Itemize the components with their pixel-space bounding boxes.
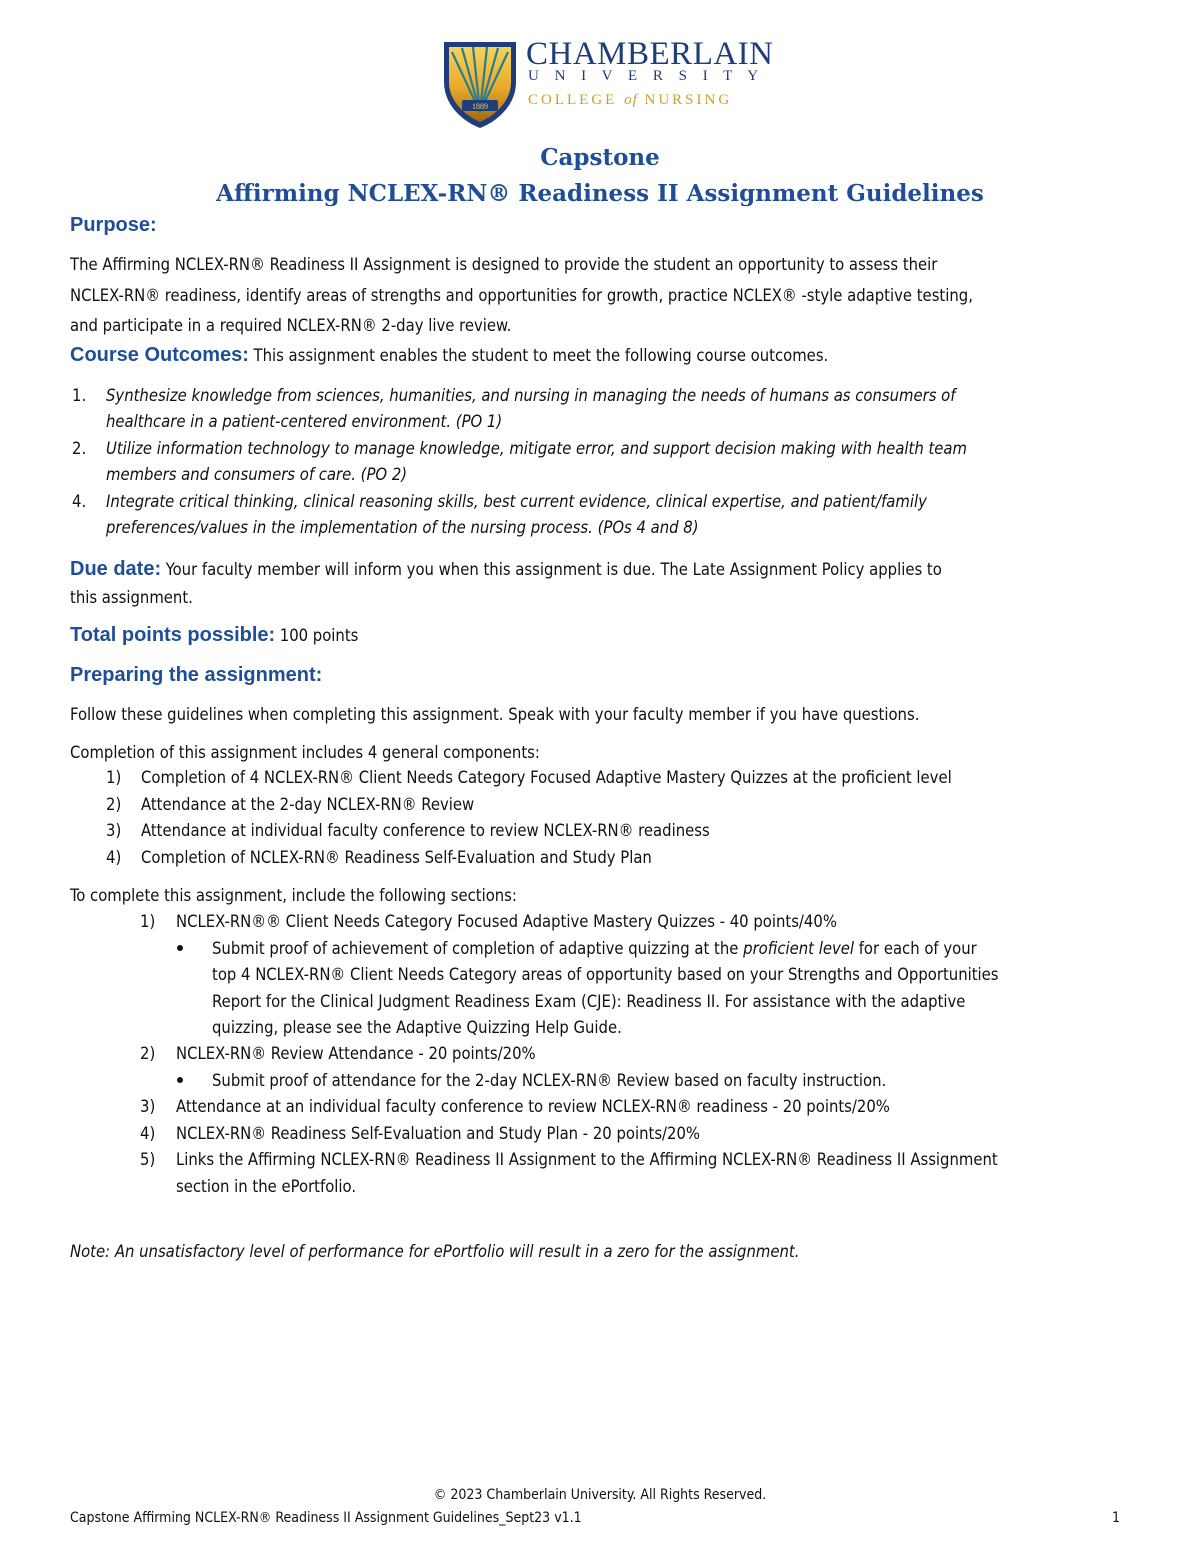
due-row xyxy=(70,556,942,583)
bullet-icon xyxy=(177,945,183,951)
components-intro: Completion of this assignment includes 4 general components: xyxy=(70,743,540,762)
component-2: Attendance at the 2-day NCLEX-RN® Review xyxy=(141,795,475,814)
outcome-2-line-2: members and consumers of care. (PO 2) xyxy=(106,465,408,484)
logo-college-pre: COLLEGE xyxy=(528,92,618,108)
logo-university: U N I V E R S I T Y xyxy=(528,68,765,84)
points-value: 100 points xyxy=(279,626,359,645)
outcome-1-line-2: healthcare in a patient-centered environment. (PO 1) xyxy=(106,412,503,431)
footer-doc-name: Capstone Affirming NCLEX-RN® Readiness II Assignment Guidelines_Sept23 v1.1 xyxy=(70,1510,582,1526)
due-line-1: Your faculty member will inform you when this assignment is due. The Late Assignment Policy applies to xyxy=(165,560,942,579)
section-2-bullet: Submit proof of attendance for the 2-day NCLEX-RN® Review based on faculty instruction. xyxy=(212,1071,887,1090)
due-line-2: this assignment. xyxy=(70,588,193,607)
bullet-icon xyxy=(177,1077,183,1083)
title-line-1: Capstone xyxy=(540,144,660,171)
chamberlain-logo xyxy=(440,36,774,132)
component-num-4: 4) xyxy=(106,848,122,867)
purpose-line-2: NCLEX-RN® readiness, identify areas of strengths and opportunities for growth, practice NCLEX® -style adaptive testing, xyxy=(70,286,973,305)
due-heading: Due date: xyxy=(70,558,162,580)
outcomes-heading: Course Outcomes: xyxy=(70,344,249,366)
points-row xyxy=(70,622,358,649)
note: Note: An unsatisfactory level of performance for ePortfolio will result in a zero for the assignment. xyxy=(70,1242,800,1261)
component-1: Completion of 4 NCLEX-RN® Client Needs Category Focused Adaptive Mastery Quizzes at the proficient level xyxy=(141,768,952,787)
purpose-line-3: and participate in a required NCLEX-RN® 2-day live review. xyxy=(70,316,512,335)
outcome-1-line-1: Synthesize knowledge from sciences, humanities, and nursing in managing the needs of humans as consumers of xyxy=(106,386,956,405)
component-num-2: 2) xyxy=(106,795,122,814)
section-2: NCLEX-RN® Review Attendance - 20 points/20% xyxy=(176,1044,536,1063)
section-1-bullet-line-3: Report for the Clinical Judgment Readiness Exam (CJE): Readiness II. For assistance with the adaptive xyxy=(212,992,966,1011)
outcome-num-4: 4. xyxy=(72,492,87,511)
logo-name: CHAMBERLAIN xyxy=(526,36,774,72)
section-num-4: 4) xyxy=(140,1124,156,1143)
component-4: Completion of NCLEX-RN® Readiness Self-Evaluation and Study Plan xyxy=(141,848,652,867)
logo-college-of: of xyxy=(624,92,638,108)
section-3: Attendance at an individual faculty conference to review NCLEX-RN® readiness - 20 points/20% xyxy=(176,1097,890,1116)
section-num-2: 2) xyxy=(140,1044,156,1063)
section-1-bullet-post: for each of your xyxy=(854,939,977,958)
outcomes-heading-row xyxy=(70,342,1130,369)
section-1-bullet-pre: Submit proof of achievement of completion of adaptive quizzing at the xyxy=(212,939,744,958)
preparing-intro: Follow these guidelines when completing this assignment. Speak with your faculty member if you have questions. xyxy=(70,705,920,724)
shield-year: 1889 xyxy=(472,102,488,111)
outcome-4-line-1: Integrate critical thinking, clinical reasoning skills, best current evidence, clinical expertise, and patient/family xyxy=(106,492,927,511)
logo-college-post: NURSING xyxy=(644,92,733,108)
outcome-num-2: 2. xyxy=(72,439,87,458)
preparing-heading: Preparing the assignment: xyxy=(70,664,323,686)
section-5-line-1: Links the Affirming NCLEX-RN® Readiness II Assignment to the Affirming NCLEX-RN® Readiness II Assignment xyxy=(176,1150,998,1169)
section-1-bullet-line-1 xyxy=(212,936,977,962)
section-1: NCLEX-RN®® Client Needs Category Focused Adaptive Mastery Quizzes - 40 points/40% xyxy=(176,912,837,931)
outcome-4-line-2: preferences/values in the implementation of the nursing process. (POs 4 and 8) xyxy=(106,518,699,537)
outcome-num-1: 1. xyxy=(72,386,87,405)
outcomes-intro: This assignment enables the student to meet the following course outcomes. xyxy=(253,346,829,365)
component-num-3: 3) xyxy=(106,821,122,840)
section-1-bullet-line-2: top 4 NCLEX-RN® Client Needs Category areas of opportunity based on your Strengths and Opportunities xyxy=(212,965,999,984)
section-1-bullet-line-4: quizzing, please see the Adaptive Quizzing Help Guide. xyxy=(212,1018,622,1037)
section-num-1: 1) xyxy=(140,912,156,931)
section-1-bullet-em: proficient level xyxy=(743,939,854,958)
section-4: NCLEX-RN® Readiness Self-Evaluation and Study Plan - 20 points/20% xyxy=(176,1124,701,1143)
section-num-3: 3) xyxy=(140,1097,156,1116)
points-heading: Total points possible: xyxy=(70,624,276,646)
purpose-heading: Purpose: xyxy=(70,214,157,236)
component-num-1: 1) xyxy=(106,768,122,787)
page-title: Affirming NCLEX-RN® Readiness II Assignment Guidelines xyxy=(216,180,984,207)
section-5-line-2: section in the ePortfolio. xyxy=(176,1177,357,1196)
shield-icon xyxy=(440,38,520,130)
purpose-line-1: The Affirming NCLEX-RN® Readiness II Assignment is designed to provide the student an opportunity to assess their xyxy=(70,255,938,274)
component-3: Attendance at individual faculty conference to review NCLEX-RN® readiness xyxy=(141,821,710,840)
page-number: 1 xyxy=(1112,1510,1121,1526)
section-num-5: 5) xyxy=(140,1150,156,1169)
footer-copyright: © 2023 Chamberlain University. All Rights Reserved. xyxy=(433,1487,767,1503)
outcome-2-line-1: Utilize information technology to manage knowledge, mitigate error, and support decision making with health team xyxy=(106,439,967,458)
logo-college xyxy=(528,92,732,109)
sections-intro: To complete this assignment, include the following sections: xyxy=(70,886,517,905)
